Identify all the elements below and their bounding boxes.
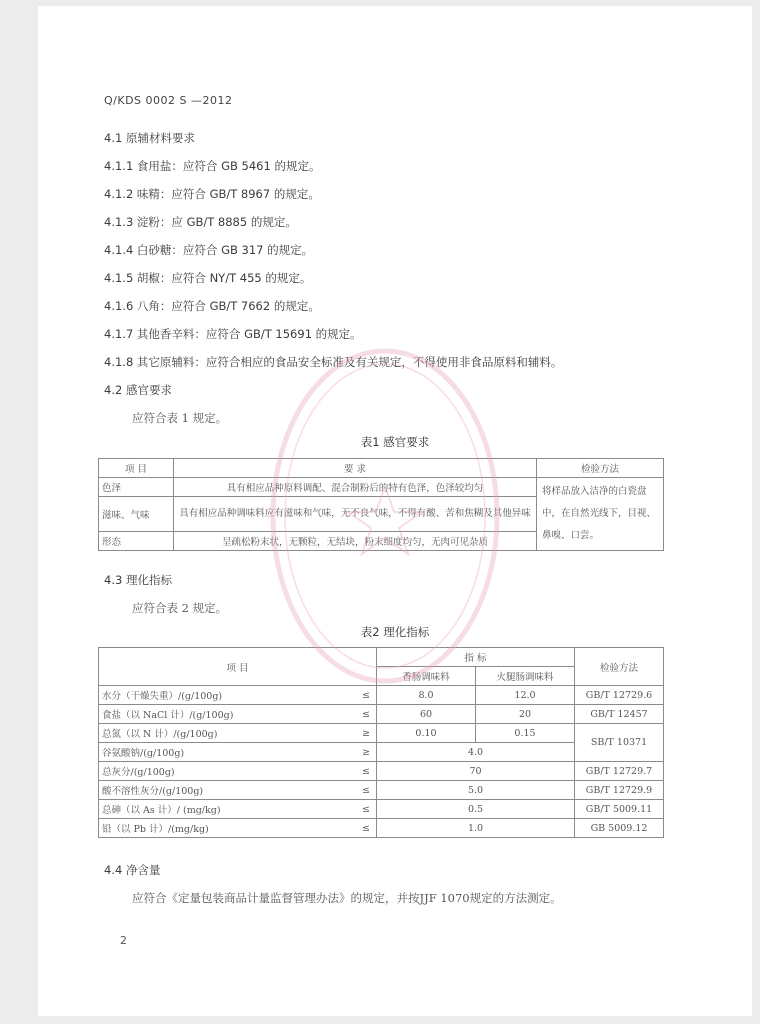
table1-caption: 表1 感官要求 bbox=[360, 435, 430, 449]
paragraph: 应符合《定量包装商品计量监督管理办法》的规定，并按JJF 1070规定的方法测定。 bbox=[132, 891, 562, 905]
document-code: Q/KDS 0002 S —2012 bbox=[104, 94, 233, 107]
table-cell: ≤ bbox=[347, 705, 377, 724]
table-cell: 70 bbox=[377, 762, 575, 781]
section-heading: 4.1 原辅材料要求 bbox=[104, 131, 195, 145]
table-cell: 具有相应品种调味料应有滋味和气味，无不良气味，不得有酸、苦和焦糊及其他异味 bbox=[174, 497, 537, 532]
section-heading: 4.4 净含量 bbox=[104, 863, 161, 877]
table-cell: 总砷（以 As 计）/ (mg/kg) bbox=[99, 800, 348, 819]
table-header: 火腿肠调味料 bbox=[476, 667, 575, 686]
table-cell: 具有相应品种原料调配、混合制粉后的特有色泽，色泽较均匀 bbox=[174, 478, 537, 497]
table-row bbox=[99, 819, 664, 838]
table-cell: 滋味、气味 bbox=[99, 497, 174, 532]
table-row bbox=[99, 724, 664, 743]
table-header: 指 标 bbox=[377, 648, 575, 667]
table-cell: ≤ bbox=[347, 819, 377, 838]
table-row bbox=[99, 781, 664, 800]
table-cell: 0.15 bbox=[476, 724, 575, 743]
clause-text: 4.1.1 食用盐：应符合 GB 5461 的规定。 bbox=[104, 159, 321, 173]
clause-text: 4.1.3 淀粉：应 GB/T 8885 的规定。 bbox=[104, 215, 297, 229]
clause-text: 4.1.4 白砂糖：应符合 GB 317 的规定。 bbox=[104, 243, 314, 257]
paragraph: 应符合表 1 规定。 bbox=[132, 411, 228, 425]
table-cell: ≤ bbox=[347, 781, 377, 800]
table-cell: GB/T 12729.9 bbox=[575, 781, 664, 800]
table-cell: 形态 bbox=[99, 532, 174, 551]
table-cell: GB/T 12729.7 bbox=[575, 762, 664, 781]
table-cell: GB/T 12457 bbox=[575, 705, 664, 724]
table-cell: 4.0 bbox=[377, 743, 575, 762]
table-cell: 1.0 bbox=[377, 819, 575, 838]
table-cell: 铅（以 Pb 计）/(mg/kg) bbox=[99, 819, 348, 838]
table-cell: 色泽 bbox=[99, 478, 174, 497]
table-cell: 总灰分/(g/100g) bbox=[99, 762, 348, 781]
clause-text: 4.1.8 其它原辅料：应符合相应的食品安全标准及有关规定，不得使用非食品原料和辅料。 bbox=[104, 355, 563, 369]
table-cell: ≥ bbox=[347, 743, 377, 762]
table-header: 检验方法 bbox=[537, 459, 664, 478]
table-header: 香肠调味料 bbox=[377, 667, 476, 686]
table-header: 项 目 bbox=[99, 648, 377, 686]
table-row bbox=[99, 686, 664, 705]
clause-text: 4.1.2 味精：应符合 GB/T 8967 的规定。 bbox=[104, 187, 320, 201]
table-cell: 60 bbox=[377, 705, 476, 724]
physicochemical-table bbox=[98, 647, 664, 838]
clause-text: 4.1.7 其他香辛料：应符合 GB/T 15691 的规定。 bbox=[104, 327, 362, 341]
clause-text: 4.1.6 八角：应符合 GB/T 7662 的规定。 bbox=[104, 299, 320, 313]
table-header: 检验方法 bbox=[575, 648, 664, 686]
section-heading: 4.2 感官要求 bbox=[104, 383, 172, 397]
table-cell: 酸不溶性灰分/(g/100g) bbox=[99, 781, 348, 800]
table-cell: GB 5009.12 bbox=[575, 819, 664, 838]
table-cell: GB/T 5009.11 bbox=[575, 800, 664, 819]
table-row bbox=[99, 762, 664, 781]
table-cell: 0.10 bbox=[377, 724, 476, 743]
table-cell: ≤ bbox=[347, 800, 377, 819]
table-cell: ≥ bbox=[347, 724, 377, 743]
table-cell: 8.0 bbox=[377, 686, 476, 705]
table-header: 项 目 bbox=[99, 459, 174, 478]
paragraph: 应符合表 2 规定。 bbox=[132, 601, 228, 615]
table-cell: 食盐（以 NaCl 计）/(g/100g) bbox=[99, 705, 348, 724]
section-heading: 4.3 理化指标 bbox=[104, 573, 172, 587]
table-cell: 谷氨酸钠/(g/100g) bbox=[99, 743, 348, 762]
table-cell: 5.0 bbox=[377, 781, 575, 800]
table-cell: 将样品放入洁净的白瓷盘中，在自然光线下，目视、鼻嗅、口尝。 bbox=[537, 478, 664, 551]
page-number: 2 bbox=[120, 934, 127, 947]
table-row bbox=[99, 800, 664, 819]
table-cell: 0.5 bbox=[377, 800, 575, 819]
table-cell: ≤ bbox=[347, 686, 377, 705]
table-cell: ≤ bbox=[347, 762, 377, 781]
clause-text: 4.1.5 胡椒：应符合 NY/T 455 的规定。 bbox=[104, 271, 312, 285]
table2-caption: 表2 理化指标 bbox=[360, 625, 430, 639]
document-page bbox=[38, 6, 752, 1016]
table-cell: 12.0 bbox=[476, 686, 575, 705]
table-cell: 水分（干燥失重）/(g/100g) bbox=[99, 686, 348, 705]
table-cell: 总氮（以 N 计）/(g/100g) bbox=[99, 724, 348, 743]
table-row bbox=[99, 705, 664, 724]
table-cell: 20 bbox=[476, 705, 575, 724]
sensory-table bbox=[98, 458, 664, 551]
table-header: 要 求 bbox=[174, 459, 537, 478]
table-cell: 呈疏松粉末状，无颗粒，无结块，粉末细度均匀，无肉可见杂质 bbox=[174, 532, 537, 551]
table-cell: SB/T 10371 bbox=[575, 724, 664, 762]
table-row bbox=[99, 478, 664, 497]
table-cell: GB/T 12729.6 bbox=[575, 686, 664, 705]
